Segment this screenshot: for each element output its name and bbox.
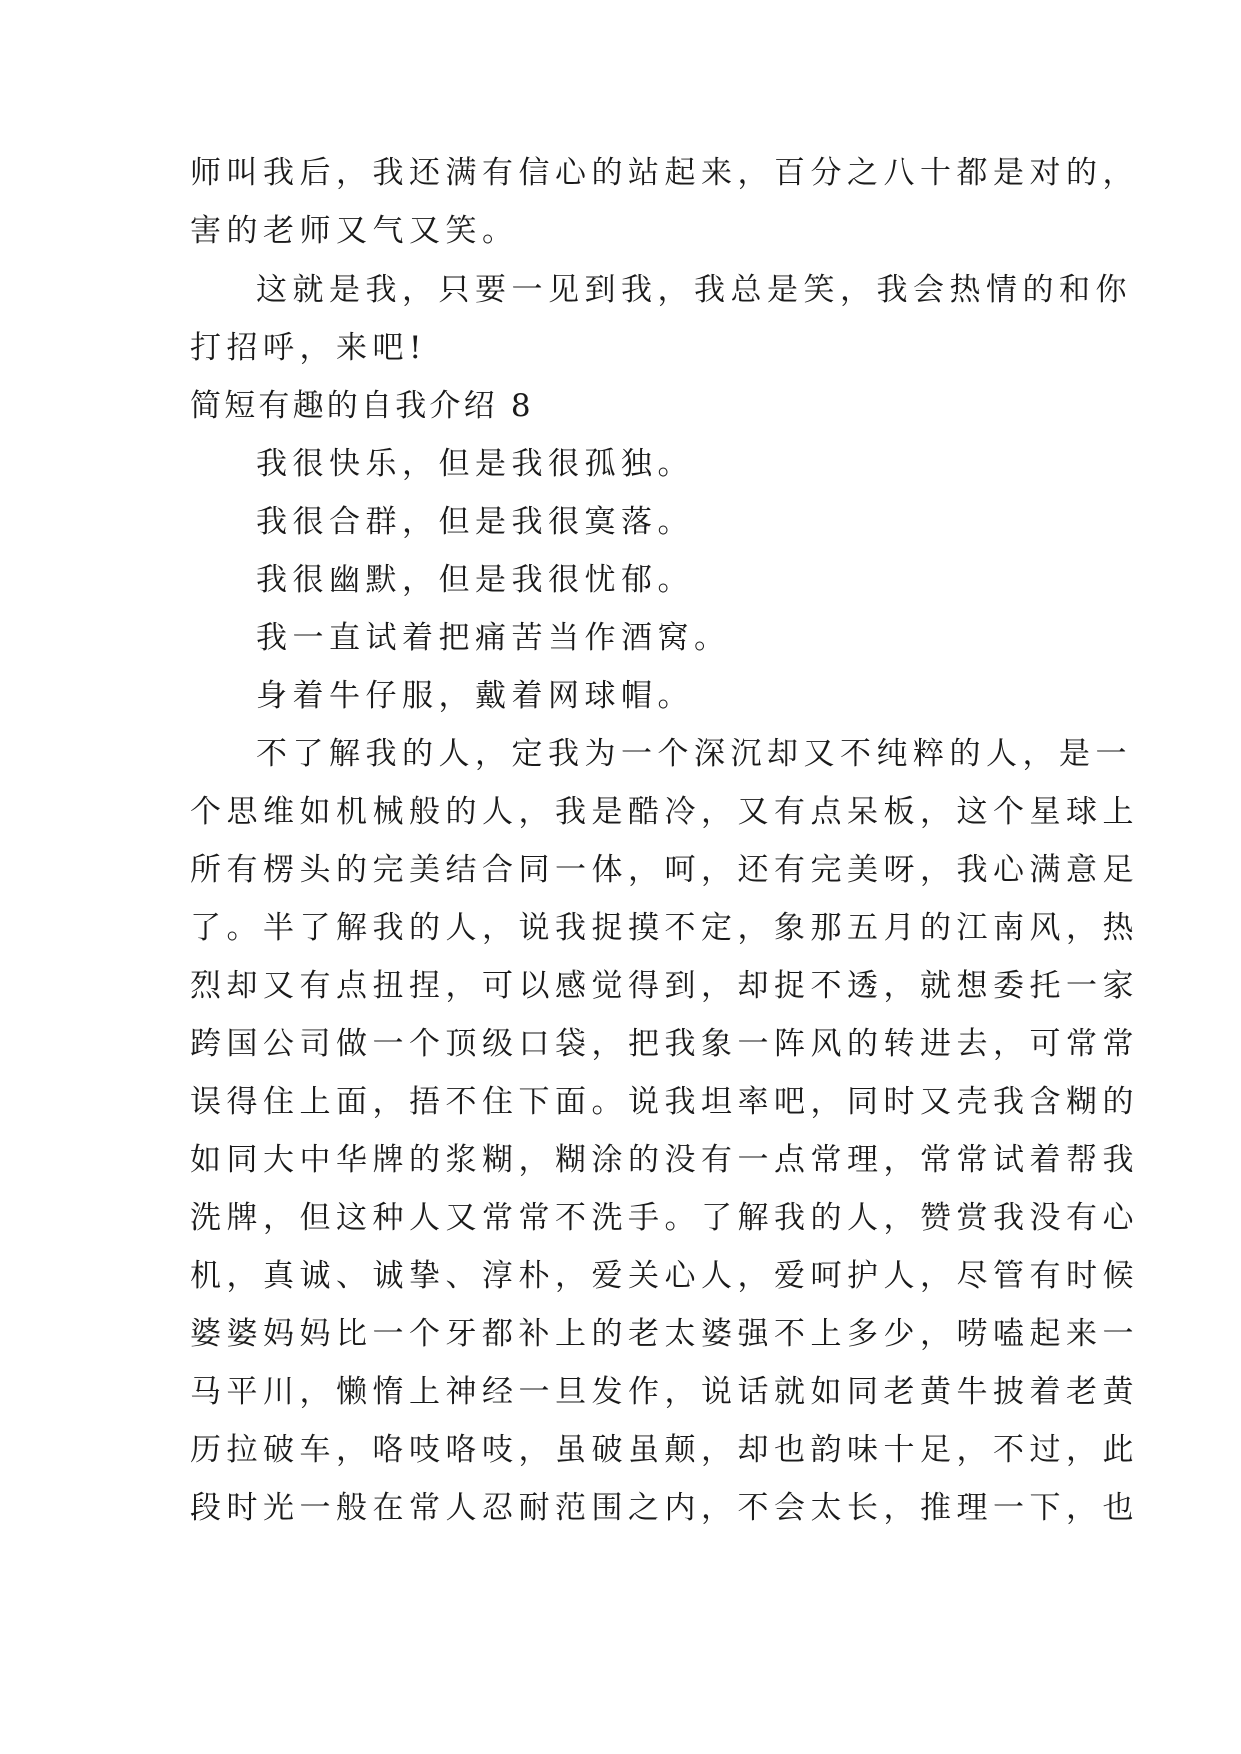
text-line: 婆婆妈妈比一个牙都补上的老太婆强不上多少，唠嗑起来一: [190, 1316, 1139, 1352]
text-line: 我一直试着把痛苦当作酒窝。: [256, 620, 731, 656]
text-line: 不了解我的人，定我为一个深沉却又不纯粹的人，是一: [256, 736, 1132, 772]
text-line: 这就是我，只要一见到我，我总是笑，我会热情的和你: [256, 272, 1132, 308]
text-line: 身着牛仔服，戴着网球帽。: [256, 678, 694, 714]
text-line: 我很快乐，但是我很孤独。: [256, 446, 694, 482]
text-line: 我很幽默，但是我很忧郁。: [256, 562, 694, 598]
text-line: 烈却又有点扭捏，可以感觉得到，却捉不透，就想委托一家: [190, 968, 1139, 1004]
text-line: 打招呼，来吧!: [190, 330, 427, 366]
section-heading: 简短有趣的自我介绍 8: [190, 388, 534, 424]
text-line: 跨国公司做一个顶级口袋，把我象一阵风的转进去，可常常: [190, 1026, 1139, 1062]
text-line: 个思维如机械般的人，我是酷冷，又有点呆板，这个星球上: [190, 794, 1139, 830]
text-line: 洗牌，但这种人又常常不洗手。了解我的人，赞赏我没有心: [190, 1200, 1139, 1236]
text-line: 如同大中华牌的浆糊，糊涂的没有一点常理，常常试着帮我: [190, 1142, 1139, 1178]
text-line: 所有楞头的完美结合同一体，呵，还有完美呀，我心满意足: [190, 852, 1139, 888]
text-line: 我很合群，但是我很寞落。: [256, 504, 694, 540]
text-line: 师叫我后，我还满有信心的站起来，百分之八十都是对的，: [190, 155, 1139, 191]
text-line: 了。半了解我的人，说我捉摸不定，象那五月的江南风，热: [190, 910, 1139, 946]
text-line: 历拉破车，咯吱咯吱，虽破虽颠，却也韵味十足，不过，此: [190, 1432, 1139, 1468]
text-line: 机，真诚、诚挚、淳朴，爱关心人，爱呵护人，尽管有时候: [190, 1258, 1139, 1294]
text-line: 马平川，懒惰上神经一旦发作，说话就如同老黄牛披着老黄: [190, 1374, 1139, 1410]
text-line: 段时光一般在常人忍耐范围之内，不会太长，推理一下，也: [190, 1490, 1139, 1526]
text-line: 害的老师又气又笑。: [190, 213, 519, 249]
text-line: 误得住上面，捂不住下面。说我坦率吧，同时又壳我含糊的: [190, 1084, 1139, 1120]
